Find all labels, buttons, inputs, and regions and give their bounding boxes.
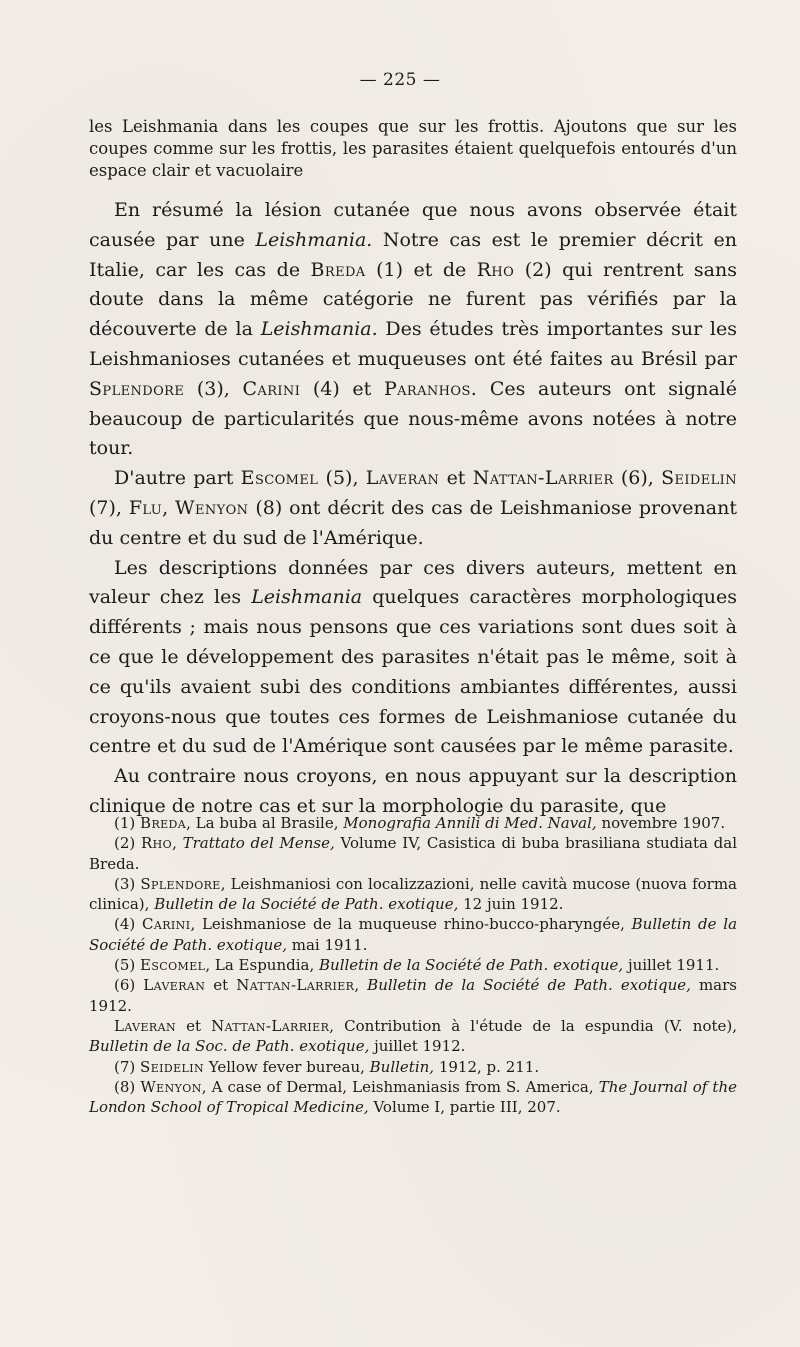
author-seidelin: Seidelin [661,467,737,490]
author-laveran: Laveran [365,467,440,490]
paragraph-au-contraire: Au contraire nous croyons, en nous appuyant sur la description clinique de notre cas et sur la morphologie du parasite, que [89,765,737,817]
footnote-4: (4) Carini, Leishmaniose de la muqueuse rhino-bucco-pharyngée, Bulletin de la Société de Path. exotique, mai 1911. [89,915,738,954]
author-splendore: Splendore [89,377,185,400]
paragraph-resume: En résumé la lésion cutanée que nous avons observée était causée par une Leishmania. Notre cas est le premier décrit en Italie, car les cas de Breda (1) et de Rho (2) qui rentrent sans doute dans la même catégorie ne furent pas vérifiés par la découverte de la Leishmania. Des études très importantes sur les Leishmanioses cutanées et muqueuses ont été faites au Brésil par Splendore (3), Carini (4) et Paranhos. Ces auteurs ont signalé beaucoup de particularités que nous-même avons notées à notre tour. [89,199,738,460]
footnote-6-continued: Laveran et Nattan-Larrier, Contribution à l'étude de la espundia (V. note), Bulletin de la Soc. de Path. exotique, juillet 1912. [89,1016,737,1056]
paragraph-descriptions: Les descriptions données par ces divers auteurs, mettent en valeur chez les Leishmania quelques caractères morphologiques différents ; mais nous pensons que ces variations sont dues soit à ce que le développement des parasites n'était pas le même, soit à ce qu'ils avaient subi des conditions ambiantes différentes, aussi croyons-nous que toutes ces formes de Leishmaniose cutanée du centre et du sud de l'Amérique sont causées par le même parasite. [89,556,737,758]
footnote-6: (6) Laveran et Nattan-Larrier, Bulletin de la Société de Path. exotique, mars 1912. [89,976,737,1015]
author-flu: Flu [128,496,163,519]
main-text [89,196,737,822]
footnote-2: (2) Rho, Trattato del Mense, Volume IV, Casistica di buba brasiliana studiata dal Breda. [89,834,737,873]
footnote-8: (8) Wenyon, A case of Dermal, Leishmaniasis from S. America, The Journal of the London School of Tropical Medicine, Volume I, partie III, 207. [89,1077,737,1117]
author-carini: Carini [242,377,301,400]
footnote-1: (1) Breda, La buba al Brasile, Monografia Annili di Med. Naval, novembre 1907. [114,814,726,832]
page-number: — 225 — [359,70,441,90]
footnote-7: (7) Seidelin Yellow fever bureau, Bulletin, 1912, p. 211. [114,1057,540,1076]
intro-paragraph: les Leishmania dans les coupes que sur les frottis. Ajoutons que sur les coupes comme sur les frottis, les parasites étaient quelquefois entourés d'un espace clair et vacuolaire [89,117,737,180]
author-escomel: Escomel [240,467,319,490]
author-nattan-larrier: Nattan-Larrier [472,467,614,490]
paragraph-autre-part: D'autre part Escomel (5), Laveran et Nattan-Larrier (6), Seidelin (7), Flu, Wenyon (8) ont décrit des cas de Leishmaniose provenant du centre et du sud de l'Amérique. [89,467,737,549]
author-rho: Rho [476,258,515,281]
author-paranhos: Paranhos. [383,377,478,400]
author-breda: Breda [310,258,366,281]
author-wenyon: Wenyon [175,496,249,519]
footnote-3: (3) Splendore, Leishmaniosi con localizzazioni, nelle cavità mucose (nuova forma clinica), Bulletin de la Société de Path. exotique, 12 juin 1912. [89,874,737,914]
footnote-5: (5) Escomel, La Espundia, Bulletin de la Société de Path. exotique, juillet 1911. [114,956,720,975]
footnotes [89,813,737,1117]
